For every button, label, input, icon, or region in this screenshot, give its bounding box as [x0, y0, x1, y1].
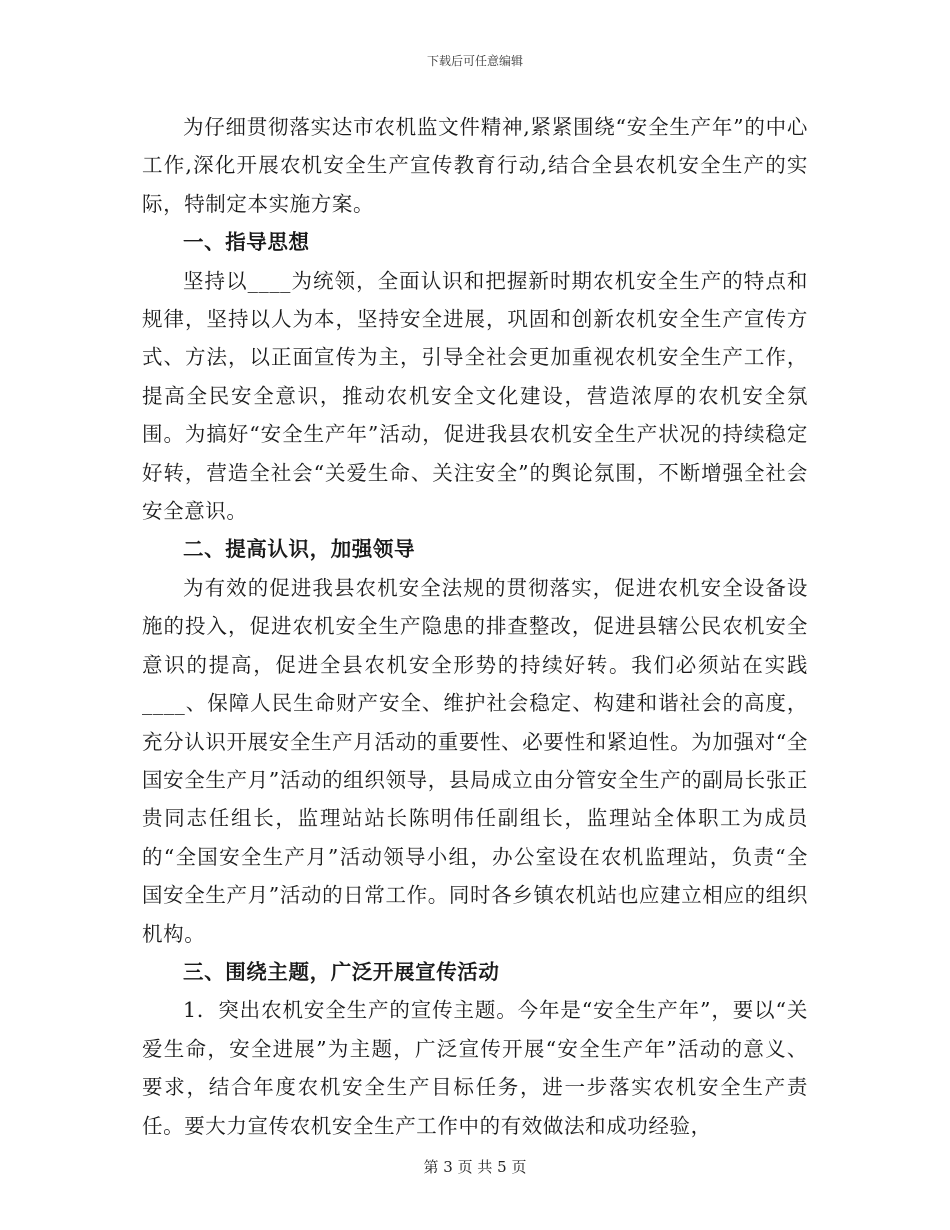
page-header-note: 下载后可任意编辑: [426, 54, 523, 68]
section-2-heading: 二、提高认识，加强领导: [183, 537, 416, 562]
section-3-item-1: 1．突出农机安全生产的宣传主题。今年是“安全生产年”，要以“关爱生命，安全进展”为主题，广泛宣传开展“安全生产年”活动的意义、要求，结合年度农机安全生产目标任务，进一步落实农机安全生产责任。要大力宣传农机安全生产工作中的有效做法和成功经验，: [142, 998, 808, 1138]
document-body: [142, 108, 808, 1145]
page-number: 第 3 页 共 5 页: [423, 1158, 527, 1176]
section-1-heading: 一、指导思想: [183, 230, 310, 255]
section-1-paragraph: 坚持以____为统领，全面认识和把握新时期农机安全生产的特点和规律，坚持以人为本，坚持安全进展，巩固和创新农机安全生产宣传方式、方法，以正面宣传为主，引导全社会更加重视农机安全生产工作，提高全民安全意识，推动农机安全文化建设，营造浓厚的农机安全氛围。为搞好“安全生产年”活动，促进我县农机安全生产状况的持续稳定好转，营造全社会“关爱生命、关注安全”的舆论氛围，不断增强全社会安全意识。: [142, 268, 808, 524]
section-3-heading: 三、围绕主题，广泛开展宣传活动: [183, 959, 500, 984]
section-2-paragraph: 为有效的促进我县农机安全法规的贯彻落实，促进农机安全设备设施的投入，促进农机安全生产隐患的排查整改，促进县辖公民农机安全意识的提高，促进全县农机安全形势的持续好转。我们必须站在实践____、保障人民生命财产安全、维护社会稳定、构建和谐社会的高度，充分认识开展安全生产月活动的重要性、必要性和紧迫性。为加强对“全国安全生产月”活动的组织领导，县局成立由分管安全生产的副局长张正贵同志任组长，监理站站长陈明伟任副组长，监理站全体职工为成员的“全国安全生产月”活动领导小组，办公室设在农机监理站，负责“全国安全生产月”活动的日常工作。同时各乡镇农机站也应建立相应的组织机构。: [142, 575, 808, 946]
intro-paragraph: 为仔细贯彻落实达市农机监文件精神,紧紧围绕“安全生产年”的中心工作,深化开展农机安全生产宣传教育行动,结合全县农机安全生产的实际，特制定本实施方案。: [142, 115, 808, 216]
